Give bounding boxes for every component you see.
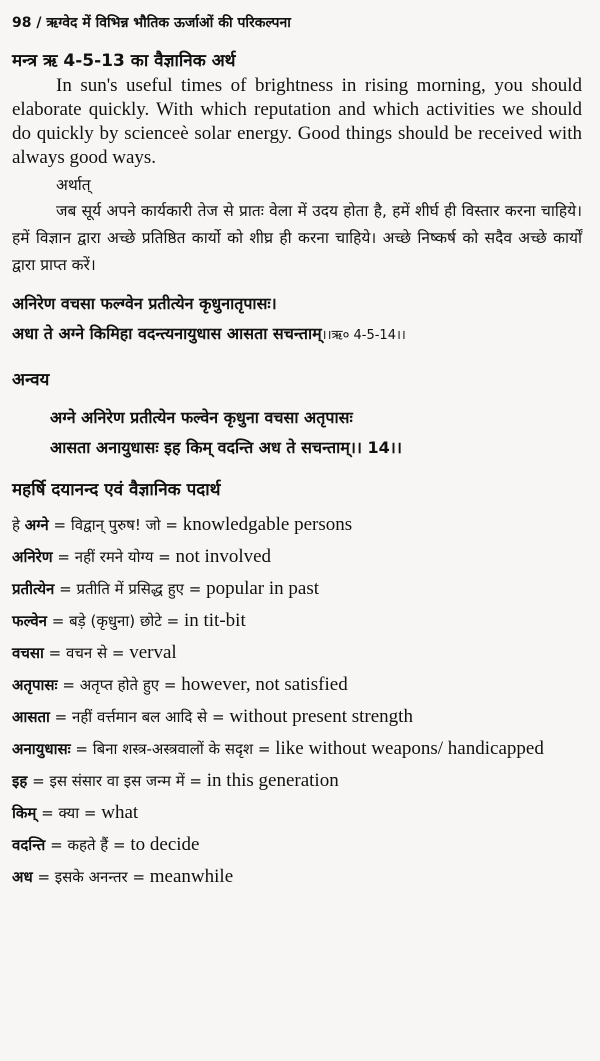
gloss-hindi: = नहीं रमने योग्य = <box>52 548 176 566</box>
gloss-hindi: = वचन से = <box>43 644 130 662</box>
padarth-title: महर्षि दयानन्द एवं वैज्ञानिक पदार्थ <box>12 480 221 500</box>
gloss-hindi: = क्या = <box>36 804 102 822</box>
gloss-english: verval <box>129 642 177 663</box>
mantra-line-2-text: अधा ते अग्ने किमिहा वदन्त्यनायुधास आसता सचन्ताम् <box>12 324 322 343</box>
glossary-item <box>12 669 582 701</box>
anvay-line-1: अग्ने अनिरेण प्रतीत्येन फल्वेन कृधुना वचसा अतृपासः <box>50 408 353 427</box>
header-separator: / <box>31 15 47 31</box>
anvay-block <box>12 403 582 463</box>
gloss-hindi: = इसके अनन्तर = <box>32 868 150 886</box>
page-number: 98 <box>12 15 32 31</box>
gloss-english: like without weapons/ handicapped <box>275 738 544 759</box>
gloss-english: in this generation <box>206 770 339 791</box>
gloss-english: popular in past <box>206 578 319 599</box>
glossary-item <box>12 861 582 893</box>
anvay-title: अन्वय <box>12 370 50 390</box>
gloss-hindi: = अतृप्त होते हुए = <box>57 676 182 694</box>
gloss-hindi: = नहीं वर्त्तमान बल आदि से = <box>49 708 230 726</box>
gloss-hindi: = इस संसार वा इस जन्म में = <box>27 772 207 790</box>
page-header <box>12 14 582 32</box>
mantra-line-1: अनिरेण वचसा फल्ग्वेन प्रतीत्येन कृधुनातृपासः। <box>12 294 277 313</box>
anvay-line-2: आसता अनायुधासः इह किम् वदन्ति अध ते सचन्ताम्।। 14।। <box>50 438 402 457</box>
glossary-list <box>12 509 582 893</box>
glossary-item <box>12 797 582 829</box>
gloss-term: अनायुधासः <box>12 740 71 758</box>
english-meaning-paragraph: In sun's useful times of brightness in rising morning, you should elaborate quickly. With which reputation and which activities we should do quickly by scienceè solar energy. Good things should be received with always good ways. <box>12 75 582 168</box>
gloss-hindi: = प्रतीति में प्रसिद्ध हुए = <box>54 580 207 598</box>
glossary-item <box>12 637 582 669</box>
glossary-item <box>12 573 582 605</box>
gloss-term: अतृपासः <box>12 676 58 694</box>
gloss-term: आसता <box>12 708 50 726</box>
mantra-block <box>12 289 582 351</box>
gloss-term: अध <box>12 868 33 886</box>
gloss-english: however, not satisfied <box>181 674 348 695</box>
glossary-item <box>12 509 582 541</box>
glossary-item <box>12 605 582 637</box>
mantra-line-2 <box>12 319 582 351</box>
gloss-hindi: = विद्वान् पुरुष! जो = <box>48 516 183 534</box>
meaning-section-title: मन्त्र ऋ 4-5-13 का वैज्ञानिक अर्थ <box>12 51 236 71</box>
gloss-english: knowledgable persons <box>182 514 353 535</box>
gloss-term: अग्ने <box>24 516 49 534</box>
gloss-term: वचसा <box>12 644 44 662</box>
gloss-hindi: = कहते हैं = <box>45 836 131 854</box>
glossary-item <box>12 541 582 573</box>
gloss-prefix: हे <box>12 516 25 534</box>
gloss-english: in tit-bit <box>183 610 246 631</box>
gloss-hindi: = बड़े (कृधुना) छोटे = <box>47 612 184 630</box>
gloss-english: not involved <box>175 546 272 567</box>
gloss-term: किम् <box>12 804 37 822</box>
gloss-term: इह <box>12 772 28 790</box>
book-title: ऋग्वेद में विभिन्न भौतिक ऊर्जाओं की परिकल्पना <box>46 15 291 31</box>
glossary-item <box>12 701 582 733</box>
gloss-english: to decide <box>130 834 200 855</box>
mantra-reference: ।।ऋ० 4-5-14।। <box>321 328 406 343</box>
glossary-item <box>12 765 582 797</box>
gloss-term: फल्वेन <box>12 612 47 630</box>
glossary-item <box>12 829 582 861</box>
gloss-term: प्रतीत्येन <box>12 580 55 598</box>
gloss-english: without present strength <box>229 706 413 727</box>
glossary-item <box>12 733 582 765</box>
gloss-english: meanwhile <box>149 866 234 887</box>
gloss-term: वदन्ति <box>12 836 46 854</box>
gloss-english: what <box>101 802 139 823</box>
hindi-meaning-paragraph: जब सूर्य अपने कार्यकारी तेज से प्रातः वेला में उदय होता है, हमें शीर्घ ही विस्तार करना चाहिये। हमें विज्ञान द्वारा अच्छे प्रतिष्ठित कार्यो को शीघ्र ही करना चाहिये। अच्छे निष्कर्ष को सदैव अच्छे कार्यों द्वारा प्राप्त करें। <box>12 202 582 274</box>
gloss-hindi: = बिना शस्त्र-अस्त्रवालों के सदृश = <box>70 740 276 758</box>
arthat-label: अर्थात् <box>56 176 91 194</box>
gloss-term: अनिरेण <box>12 548 53 566</box>
